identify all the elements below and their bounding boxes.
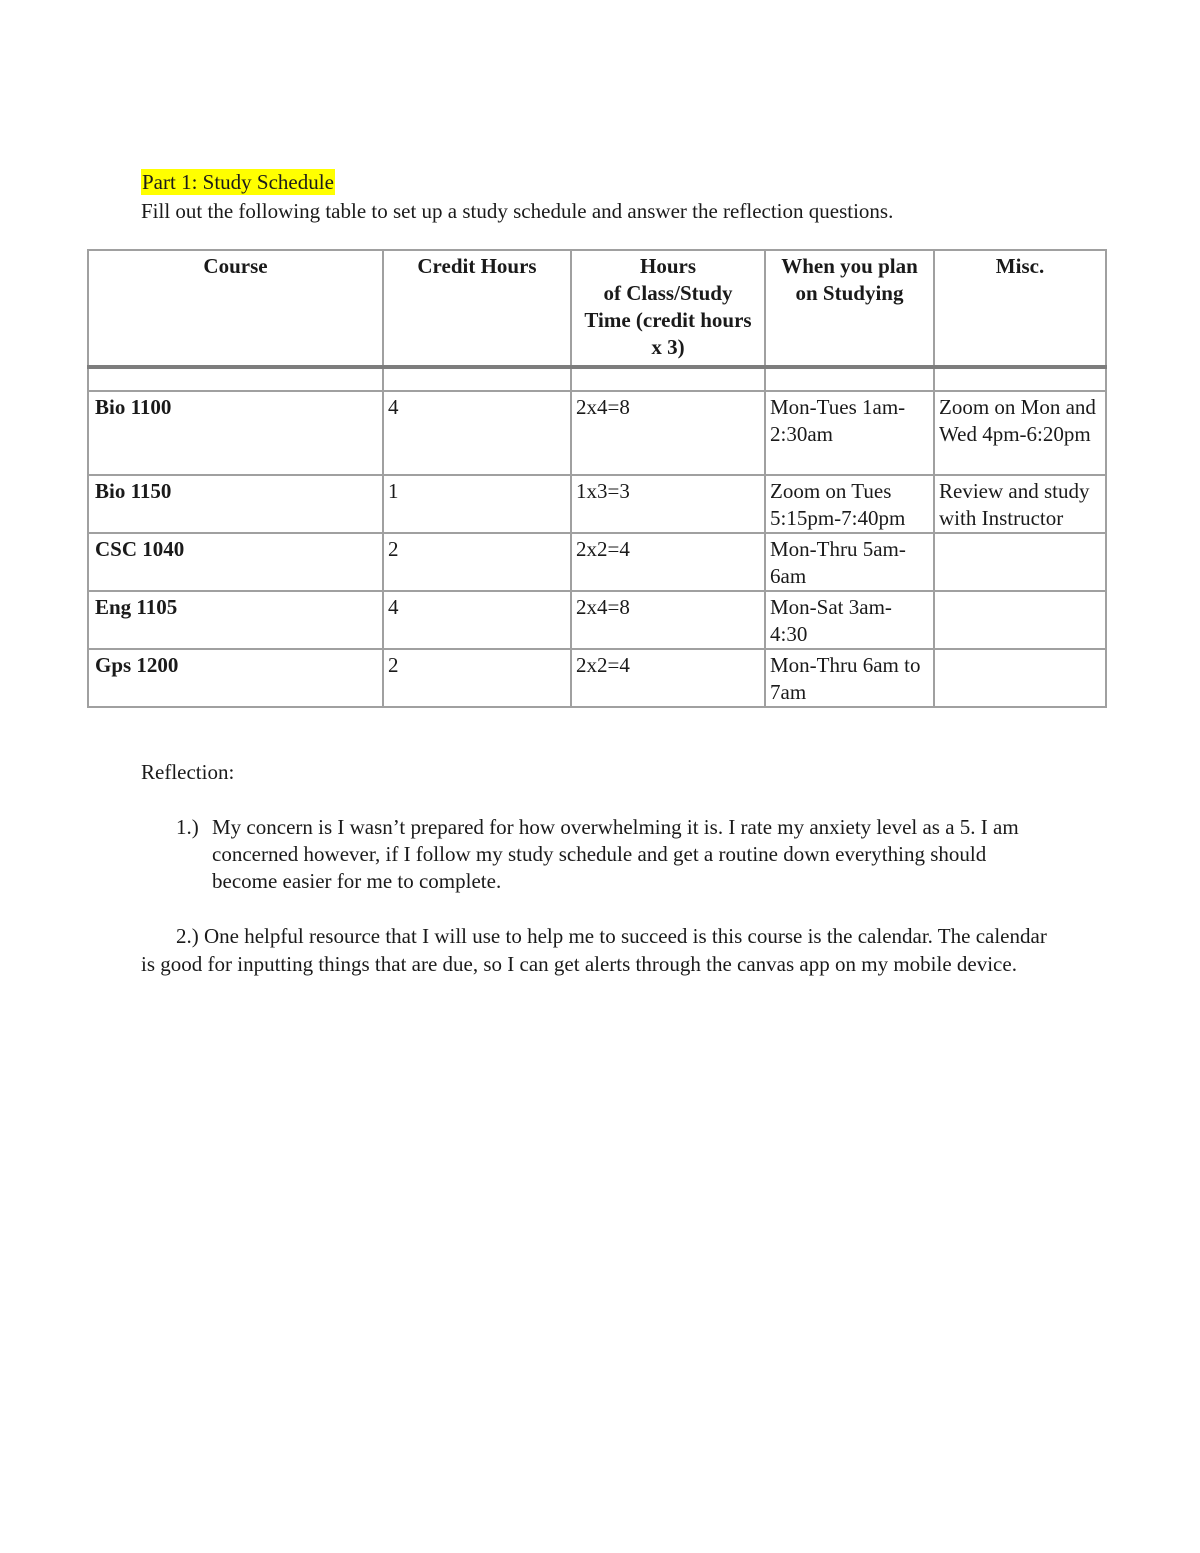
hours-cell: 2x4=8: [571, 391, 765, 475]
misc-cell: [934, 591, 1106, 649]
misc-cell: [934, 649, 1106, 707]
when-cell: Mon-Thru 6am to 7am: [765, 649, 934, 707]
course-cell: Bio 1100: [88, 391, 383, 475]
header-hours-line4: x 3): [651, 335, 685, 359]
when-cell: Zoom on Tues 5:15pm-7:40pm: [765, 475, 934, 533]
section-heading: Part 1: Study Schedule: [142, 170, 334, 194]
table-row: [88, 591, 1106, 649]
table-header-row: [88, 250, 1106, 367]
table-row: [88, 475, 1106, 533]
table-row: [88, 649, 1106, 707]
table-cell: [765, 367, 934, 391]
table-cell: [571, 367, 765, 391]
header-misc: Misc.: [934, 250, 1106, 367]
misc-cell: Zoom on Mon and Wed 4pm-6:20pm: [934, 391, 1106, 475]
header-hours: [571, 250, 765, 367]
header-credit-hours: Credit Hours: [383, 250, 571, 367]
when-cell: Mon-Thru 5am-6am: [765, 533, 934, 591]
hours-cell: 2x2=4: [571, 533, 765, 591]
study-schedule-table: [87, 249, 1107, 708]
header-course: Course: [88, 250, 383, 367]
course-cell: Eng 1105: [88, 591, 383, 649]
credit-hours-cell: 4: [383, 591, 571, 649]
credit-hours-cell: 1: [383, 475, 571, 533]
misc-cell: Review and study with Instructor: [934, 475, 1106, 533]
course-cell: Gps 1200: [88, 649, 383, 707]
table-cell: [934, 367, 1106, 391]
reflection-label: Reflection:: [141, 760, 235, 784]
reflection-item-1-text: My concern is I wasn’t prepared for how overwhelming it is. I rate my anxiety level as a 5. I am concerned however, if I follow my study schedule and get a routine down everything should become easier for me to complete.: [212, 815, 1019, 893]
misc-cell: [934, 533, 1106, 591]
reflection-item-2: 2.) One helpful resource that I will use to help me to succeed is this course is the calendar. The calendar is good for inputting things that are due, so I can get alerts through the canvas app on my mobile device.: [141, 924, 1047, 976]
table-row-empty: [88, 367, 1106, 391]
header-hours-line1: Hours: [639, 254, 696, 278]
table-cell: [383, 367, 571, 391]
when-cell: Mon-Sat 3am-4:30: [765, 591, 934, 649]
header-hours-line3: Time (credit hours: [584, 308, 752, 332]
credit-hours-cell: 2: [383, 533, 571, 591]
credit-hours-cell: 2: [383, 649, 571, 707]
header-hours-line2: of Class/Study: [603, 281, 733, 305]
hours-cell: 1x3=3: [571, 475, 765, 533]
table-cell: [88, 367, 383, 391]
reflection-item-1-number: 1.): [176, 815, 199, 839]
when-cell: Mon-Tues 1am-2:30am: [765, 391, 934, 475]
course-cell: CSC 1040: [88, 533, 383, 591]
reflection-item-1: [176, 814, 1056, 895]
course-cell: Bio 1150: [88, 475, 383, 533]
table-row: [88, 391, 1106, 475]
header-when: When you plan on Studying: [765, 250, 934, 367]
instructions-text: Fill out the following table to set up a study schedule and answer the reflection questions.: [141, 199, 894, 223]
table-row: [88, 533, 1106, 591]
credit-hours-cell: 4: [383, 391, 571, 475]
hours-cell: 2x2=4: [571, 649, 765, 707]
hours-cell: 2x4=8: [571, 591, 765, 649]
